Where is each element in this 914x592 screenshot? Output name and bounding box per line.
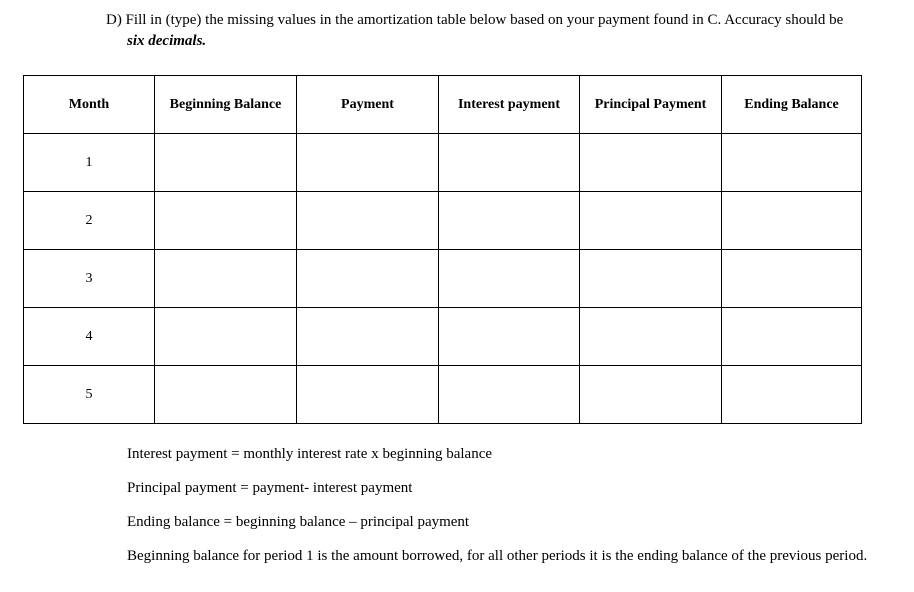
- note-beginning-balance-rule: Beginning balance for period 1 is the amount borrowed, for all other periods it is the ending balance of the previous period.: [127, 548, 868, 564]
- note-principal-formula: Principal payment = payment- interest payment: [127, 480, 413, 496]
- month-cell: 3: [24, 250, 155, 308]
- ending-balance-cell[interactable]: [722, 366, 862, 424]
- payment-cell[interactable]: [297, 250, 439, 308]
- beginning-balance-cell[interactable]: [155, 250, 297, 308]
- principal-payment-cell[interactable]: [580, 134, 722, 192]
- interest-payment-cell[interactable]: [439, 134, 580, 192]
- ending-balance-cell[interactable]: [722, 134, 862, 192]
- header-month: Month: [24, 76, 155, 134]
- month-cell: 4: [24, 308, 155, 366]
- payment-cell[interactable]: [297, 308, 439, 366]
- header-interest-payment: Interest payment: [439, 76, 580, 134]
- principal-payment-cell[interactable]: [580, 308, 722, 366]
- table-row: [24, 250, 862, 308]
- instructions: [106, 10, 906, 52]
- beginning-balance-cell[interactable]: [155, 134, 297, 192]
- formula-notes: [127, 444, 887, 566]
- ending-balance-cell[interactable]: [722, 250, 862, 308]
- instruction-line: D) Fill in (type) the missing values in the amortization table below based on your payment found in C. Accuracy should be: [106, 12, 844, 28]
- beginning-balance-cell[interactable]: [155, 192, 297, 250]
- amortization-table: [23, 75, 862, 424]
- month-cell: 2: [24, 192, 155, 250]
- interest-payment-cell[interactable]: [439, 192, 580, 250]
- principal-payment-cell[interactable]: [580, 366, 722, 424]
- table-header-row: [24, 76, 862, 134]
- header-principal-payment: Principal Payment: [580, 76, 722, 134]
- instruction-accuracy: six decimals.: [127, 33, 207, 49]
- interest-payment-cell[interactable]: [439, 250, 580, 308]
- table-row: [24, 134, 862, 192]
- header-beginning-balance: Beginning Balance: [155, 76, 297, 134]
- table-row: [24, 308, 862, 366]
- table-row: [24, 366, 862, 424]
- table-row: [24, 192, 862, 250]
- ending-balance-cell[interactable]: [722, 192, 862, 250]
- principal-payment-cell[interactable]: [580, 250, 722, 308]
- header-ending-balance: Ending Balance: [722, 76, 862, 134]
- payment-cell[interactable]: [297, 192, 439, 250]
- interest-payment-cell[interactable]: [439, 308, 580, 366]
- payment-cell[interactable]: [297, 366, 439, 424]
- ending-balance-cell[interactable]: [722, 308, 862, 366]
- beginning-balance-cell[interactable]: [155, 308, 297, 366]
- principal-payment-cell[interactable]: [580, 192, 722, 250]
- payment-cell[interactable]: [297, 134, 439, 192]
- month-cell: 5: [24, 366, 155, 424]
- note-ending-balance-formula: Ending balance = beginning balance – principal payment: [127, 514, 470, 530]
- interest-payment-cell[interactable]: [439, 366, 580, 424]
- header-payment: Payment: [297, 76, 439, 134]
- month-cell: 1: [24, 134, 155, 192]
- beginning-balance-cell[interactable]: [155, 366, 297, 424]
- note-interest-formula: Interest payment = monthly interest rate x beginning balance: [127, 446, 493, 462]
